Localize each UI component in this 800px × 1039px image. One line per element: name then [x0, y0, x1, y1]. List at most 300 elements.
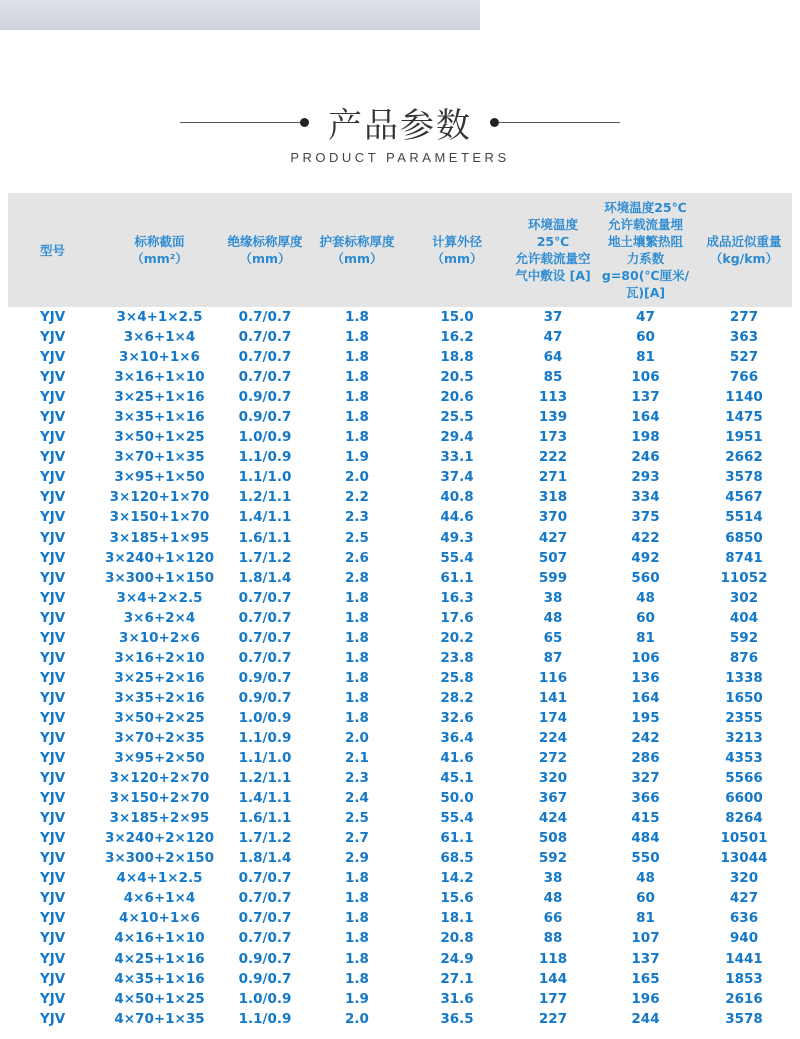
table-cell: 6850	[725, 529, 763, 546]
table-cell: 118	[538, 950, 568, 967]
table-cell: 15.0	[440, 309, 474, 326]
table-cell: 198	[631, 429, 660, 446]
table-cell: 1.8	[345, 910, 369, 927]
table-cell: 1.8	[345, 950, 369, 967]
table-row	[8, 407, 792, 427]
table-cell: 1.0/0.9	[238, 429, 292, 446]
table-cell: 55.4	[440, 549, 474, 566]
table-cell: 25.5	[440, 409, 474, 426]
table-cell: 85	[543, 369, 563, 386]
table-cell: 2355	[725, 709, 763, 726]
table-cell: 1441	[725, 950, 763, 967]
table-cell: 1.4/1.1	[238, 790, 292, 807]
table-cell: YJV	[40, 709, 66, 726]
column-header-line: g=80(℃厘米/	[601, 268, 690, 283]
table-cell: 48	[636, 589, 655, 606]
table-row	[8, 969, 792, 989]
table-cell: 508	[538, 830, 568, 847]
table-cell: 636	[729, 910, 759, 927]
table-cell: 65	[543, 629, 563, 646]
table-cell: 60	[636, 890, 655, 907]
table-cell: 286	[631, 750, 660, 767]
table-cell: 427	[729, 890, 759, 907]
table-cell: YJV	[40, 910, 66, 927]
table-cell: 404	[729, 609, 759, 626]
table-cell: 320	[538, 770, 568, 787]
table-cell: 527	[729, 349, 759, 366]
table-cell: 60	[636, 609, 655, 626]
table-row	[8, 908, 792, 928]
table-cell: 40.8	[440, 489, 474, 506]
table-cell: 3×70+1×35	[114, 449, 205, 466]
table-cell: YJV	[40, 970, 66, 987]
table-cell: 31.6	[440, 990, 474, 1007]
table-cell: 3×240+2×120	[104, 830, 215, 847]
table-cell: 1475	[725, 409, 763, 426]
table-cell: 4×35+1×16	[114, 970, 205, 987]
table-cell: 29.4	[440, 429, 474, 446]
table-cell: 1.9	[345, 990, 369, 1007]
table-cell: 318	[538, 489, 568, 506]
table-cell: 60	[636, 329, 655, 346]
table-cell: 367	[538, 790, 568, 807]
table-cell: 1.1/1.0	[238, 750, 292, 767]
table-cell: 48	[543, 609, 563, 626]
table-cell: 44.6	[440, 509, 474, 526]
table-cell: 4×70+1×35	[114, 1010, 205, 1027]
table-cell: 38	[543, 870, 563, 887]
table-cell: 1.8	[345, 429, 369, 446]
table-cell: 36.5	[440, 1010, 474, 1027]
column-header-line: 允许载流量埋	[607, 217, 683, 232]
table-row	[8, 728, 792, 748]
table-cell: 0.7/0.7	[238, 870, 292, 887]
banner-image-right	[480, 0, 800, 30]
title-divider-right	[498, 122, 620, 123]
table-cell: 66	[543, 910, 563, 927]
table-cell: 424	[538, 810, 568, 827]
table-cell: YJV	[40, 369, 66, 386]
table-row	[8, 347, 792, 367]
table-cell: 1.8	[345, 329, 369, 346]
table-row	[8, 568, 792, 588]
table-cell: 4×10+1×6	[119, 910, 200, 927]
table-cell: 32.6	[440, 709, 474, 726]
column-header-line: 绝缘标称厚度	[227, 234, 303, 249]
table-cell: 1.8	[345, 389, 369, 406]
table-cell: 1.2/1.1	[238, 770, 292, 787]
table-cell: 48	[543, 890, 563, 907]
table-cell: 0.7/0.7	[238, 349, 292, 366]
table-row	[8, 748, 792, 768]
table-row	[8, 588, 792, 608]
table-cell: 38	[543, 589, 563, 606]
table-cell: YJV	[40, 569, 66, 586]
table-cell: 2.8	[345, 569, 369, 586]
column-header-line: 成品近似重量	[706, 234, 782, 249]
table-cell: YJV	[40, 730, 66, 746]
table-cell: 33.1	[440, 449, 474, 466]
table-cell: 174	[538, 709, 568, 726]
table-cell: 227	[538, 1010, 568, 1027]
table-cell: 3213	[725, 730, 763, 746]
column-header-line: 标称截面	[134, 234, 185, 249]
table-cell: 327	[631, 770, 660, 787]
table-cell: 2.0	[345, 730, 369, 746]
table-cell: 592	[729, 629, 759, 646]
table-cell: 1.8	[345, 870, 369, 887]
table-cell: 1.8	[345, 309, 369, 326]
table-cell: 18.8	[440, 349, 474, 366]
table-cell: 3×6+1×4	[123, 329, 196, 346]
table-cell: 16.2	[440, 329, 474, 346]
table-cell: 3×185+1×95	[109, 529, 210, 546]
table-cell: 177	[538, 990, 568, 1007]
table-row	[8, 628, 792, 648]
table-cell: 113	[538, 389, 568, 406]
table-cell: YJV	[40, 549, 66, 566]
table-cell: 3×4+1×2.5	[116, 309, 203, 326]
parameters-table	[8, 193, 792, 1029]
table-row	[8, 788, 792, 808]
table-row	[8, 507, 792, 527]
table-cell: YJV	[40, 990, 66, 1007]
table-cell: 27.1	[440, 970, 474, 987]
table-cell: 107	[631, 930, 660, 947]
table-header-row	[8, 193, 792, 307]
table-cell: 1.4/1.1	[238, 509, 292, 526]
table-cell: 2.2	[345, 489, 369, 506]
table-cell: 2.7	[345, 830, 369, 847]
table-row	[8, 487, 792, 507]
table-cell: 16.3	[440, 589, 474, 606]
table-cell: YJV	[40, 689, 66, 706]
column-header-line: 允许载流量空	[515, 251, 591, 266]
table-cell: 49.3	[440, 529, 474, 546]
table-cell: 47	[543, 329, 563, 346]
table-cell: 0.7/0.7	[238, 930, 292, 947]
table-cell: 0.9/0.7	[238, 970, 292, 987]
table-cell: 2.3	[345, 509, 369, 526]
section-subtitle: PRODUCT PARAMETERS	[290, 150, 510, 165]
table-row	[8, 708, 792, 728]
table-cell: YJV	[40, 449, 66, 466]
table-body	[8, 307, 792, 1029]
table-row	[8, 307, 792, 327]
table-cell: YJV	[40, 870, 66, 887]
table-row	[8, 808, 792, 828]
table-cell: YJV	[40, 750, 66, 767]
table-cell: 271	[538, 469, 568, 486]
table-row	[8, 447, 792, 467]
table-cell: 2.3	[345, 770, 369, 787]
column-header-line: 环境温度25℃	[527, 217, 578, 249]
table-cell: 28.2	[440, 689, 474, 706]
table-cell: YJV	[40, 930, 66, 947]
table-cell: 0.7/0.7	[238, 910, 292, 927]
table-cell: 507	[538, 549, 568, 566]
table-cell: 1.8	[345, 890, 369, 907]
table-cell: 144	[538, 970, 568, 987]
table-cell: 106	[631, 649, 660, 666]
table-cell: YJV	[40, 830, 66, 847]
table-cell: 4×16+1×10	[114, 930, 205, 947]
table-cell: 195	[631, 709, 660, 726]
table-cell: YJV	[40, 589, 66, 606]
table-cell: 940	[729, 930, 759, 947]
table-cell: 0.7/0.7	[238, 589, 292, 606]
table-cell: 1650	[725, 689, 763, 706]
table-cell: 47	[636, 309, 655, 326]
column-header-line: （mm）	[431, 251, 483, 266]
table-cell: 302	[729, 589, 759, 606]
table-cell: 8264	[725, 810, 763, 827]
table-cell: 3×240+1×120	[104, 549, 215, 566]
table-row	[8, 868, 792, 888]
table-cell: YJV	[40, 629, 66, 646]
table-cell: 2.5	[345, 529, 369, 546]
table-cell: 4353	[725, 750, 763, 767]
column-header-line: 计算外径	[431, 234, 482, 249]
table-cell: YJV	[40, 950, 66, 967]
table-cell: 13044	[720, 850, 768, 867]
table-cell: 55.4	[440, 810, 474, 827]
table-cell: 766	[729, 369, 759, 386]
table-cell: 0.7/0.7	[238, 629, 292, 646]
table-cell: 0.7/0.7	[238, 649, 292, 666]
table-cell: 3×35+1×16	[114, 409, 205, 426]
table-cell: 2.6	[345, 549, 369, 566]
table-cell: 1.8	[345, 970, 369, 987]
table-cell: 375	[631, 509, 660, 526]
column-header-line: （mm²）	[131, 251, 188, 266]
table-cell: 61.1	[440, 569, 474, 586]
column-header-2	[219, 193, 311, 307]
table-cell: 164	[631, 689, 660, 706]
table-cell: YJV	[40, 890, 66, 907]
table-cell: 141	[538, 689, 568, 706]
table-cell: 1853	[725, 970, 763, 987]
table-cell: 2.9	[345, 850, 369, 867]
column-header-line: 地土壤繁热阻	[607, 234, 683, 249]
column-header-line: （mm）	[331, 251, 383, 266]
table-cell: 37.4	[440, 469, 474, 486]
table-row	[8, 828, 792, 848]
table-cell: 2616	[725, 990, 763, 1007]
table-cell: YJV	[40, 529, 66, 546]
table-row	[8, 1009, 792, 1029]
table-cell: 1.8	[345, 689, 369, 706]
table-cell: 81	[636, 349, 655, 366]
table-cell: 0.9/0.7	[238, 689, 292, 706]
table-cell: 0.7/0.7	[238, 329, 292, 346]
table-cell: 2662	[725, 449, 763, 466]
table-cell: 3×120+1×70	[109, 489, 210, 506]
top-banner-strip	[0, 0, 800, 30]
table-cell: 137	[631, 950, 660, 967]
table-cell: 50.0	[440, 790, 474, 807]
column-header-7	[696, 193, 792, 307]
table-cell: 24.9	[440, 950, 474, 967]
table-cell: 3×6+2×4	[123, 609, 196, 626]
table-cell: 5514	[725, 509, 763, 526]
table-cell: 876	[729, 649, 759, 666]
banner-image-left	[0, 0, 480, 30]
table-cell: 88	[543, 930, 563, 947]
table-cell: 48	[636, 870, 655, 887]
column-header-5	[511, 193, 595, 307]
table-cell: 1.1/0.9	[238, 730, 292, 746]
column-header-3	[311, 193, 403, 307]
table-cell: 1.8	[345, 349, 369, 366]
table-row	[8, 768, 792, 788]
table-cell: 6600	[725, 790, 763, 807]
table-cell: 0.9/0.7	[238, 409, 292, 426]
table-cell: 1.8	[345, 629, 369, 646]
table-cell: 11052	[720, 569, 768, 586]
table-cell: 334	[631, 489, 660, 506]
table-cell: 41.6	[440, 750, 474, 767]
table-cell: 25.8	[440, 669, 474, 686]
column-header-0	[8, 193, 100, 307]
table-cell: YJV	[40, 649, 66, 666]
table-cell: 1.8	[345, 930, 369, 947]
table-cell: 1.8/1.4	[238, 850, 292, 867]
table-cell: 20.5	[440, 369, 474, 386]
table-cell: 106	[631, 369, 660, 386]
table-cell: 20.2	[440, 629, 474, 646]
table-cell: 2.0	[345, 1010, 369, 1027]
table-row	[8, 848, 792, 868]
table-row	[8, 548, 792, 568]
table-cell: 0.7/0.7	[238, 309, 292, 326]
table-row	[8, 387, 792, 407]
table-cell: 277	[729, 309, 759, 326]
table-cell: 10501	[720, 830, 768, 847]
table-cell: 3×300+2×150	[104, 850, 215, 867]
table-cell: 139	[538, 409, 568, 426]
table-row	[8, 327, 792, 347]
table-cell: YJV	[40, 850, 66, 867]
table-cell: 0.9/0.7	[238, 389, 292, 406]
table-cell: 246	[631, 449, 660, 466]
table-cell: 1338	[725, 669, 763, 686]
table-cell: 492	[631, 549, 660, 566]
table-row	[8, 888, 792, 908]
table-cell: 1.7/1.2	[238, 549, 292, 566]
table-cell: 1.8	[345, 589, 369, 606]
table-cell: 4567	[725, 489, 763, 506]
table-cell: 427	[538, 529, 568, 546]
table-cell: 1.1/1.0	[238, 469, 292, 486]
table-row	[8, 427, 792, 447]
table-cell: 366	[631, 790, 660, 807]
table-cell: 222	[538, 449, 568, 466]
table-cell: 1.0/0.9	[238, 709, 292, 726]
table-cell: 20.8	[440, 930, 474, 947]
table-cell: 3×150+1×70	[109, 509, 210, 526]
table-cell: 272	[538, 750, 568, 767]
table-cell: 242	[631, 730, 660, 746]
table-cell: 370	[538, 509, 568, 526]
table-cell: 1140	[725, 389, 763, 406]
table-cell: 2.5	[345, 810, 369, 827]
table-header	[8, 193, 792, 307]
table-cell: YJV	[40, 469, 66, 486]
table-cell: YJV	[40, 429, 66, 446]
table-cell: 3×25+1×16	[114, 389, 205, 406]
table-row	[8, 688, 792, 708]
table-cell: 3×10+2×6	[119, 629, 200, 646]
table-row	[8, 668, 792, 688]
table-cell: 599	[538, 569, 568, 586]
table-row	[8, 367, 792, 387]
section-title: 产品参数	[328, 106, 472, 146]
table-row	[8, 928, 792, 948]
table-cell: 136	[631, 669, 660, 686]
table-cell: 4×50+1×25	[114, 990, 205, 1007]
table-cell: 1.1/0.9	[238, 449, 292, 466]
table-cell: YJV	[40, 1010, 66, 1027]
table-cell: 1.8	[345, 609, 369, 626]
column-header-line: 气中敷设 [A]	[515, 268, 591, 283]
table-cell: 61.1	[440, 830, 474, 847]
table-cell: 4×4+1×2.5	[116, 870, 203, 887]
table-cell: 3×50+2×25	[114, 709, 205, 726]
table-cell: 1.6/1.1	[238, 529, 292, 546]
table-cell: 1.8	[345, 669, 369, 686]
table-cell: 3×185+2×95	[109, 810, 210, 827]
table-cell: 14.2	[440, 870, 474, 887]
section-header	[0, 96, 800, 176]
table-cell: 484	[631, 830, 660, 847]
table-cell: 2.0	[345, 469, 369, 486]
table-cell: 1.9	[345, 449, 369, 466]
table-cell: 1.8	[345, 409, 369, 426]
table-cell: 2.4	[345, 790, 369, 807]
table-cell: YJV	[40, 329, 66, 346]
column-header-4	[403, 193, 511, 307]
table-cell: YJV	[40, 389, 66, 406]
table-row	[8, 528, 792, 548]
table-cell: 3×70+2×35	[114, 730, 205, 746]
table-cell: 1.1/0.9	[238, 1010, 292, 1027]
column-header-line: 力系数	[626, 251, 665, 266]
table-cell: 20.6	[440, 389, 474, 406]
table-cell: 3×4+2×2.5	[116, 589, 203, 606]
table-cell: 244	[631, 1010, 660, 1027]
table-cell: 36.4	[440, 730, 474, 746]
column-header-line: （kg/km）	[709, 251, 779, 266]
table-row	[8, 949, 792, 969]
table-cell: 3×35+2×16	[114, 689, 205, 706]
table-cell: YJV	[40, 509, 66, 526]
table-row	[8, 467, 792, 487]
table-cell: YJV	[40, 810, 66, 827]
table-row	[8, 608, 792, 628]
column-header-line: 环境温度25℃	[604, 200, 687, 215]
table-cell: 0.9/0.7	[238, 950, 292, 967]
table-cell: 164	[631, 409, 660, 426]
table-cell: 3×10+1×6	[119, 349, 200, 366]
table-cell: 0.7/0.7	[238, 369, 292, 386]
table-cell: 320	[729, 870, 759, 887]
column-header-1	[100, 193, 219, 307]
column-header-line: （mm）	[239, 251, 291, 266]
table-cell: 1.8	[345, 369, 369, 386]
table-cell: 15.6	[440, 890, 474, 907]
table-cell: 3×16+2×10	[114, 649, 205, 666]
